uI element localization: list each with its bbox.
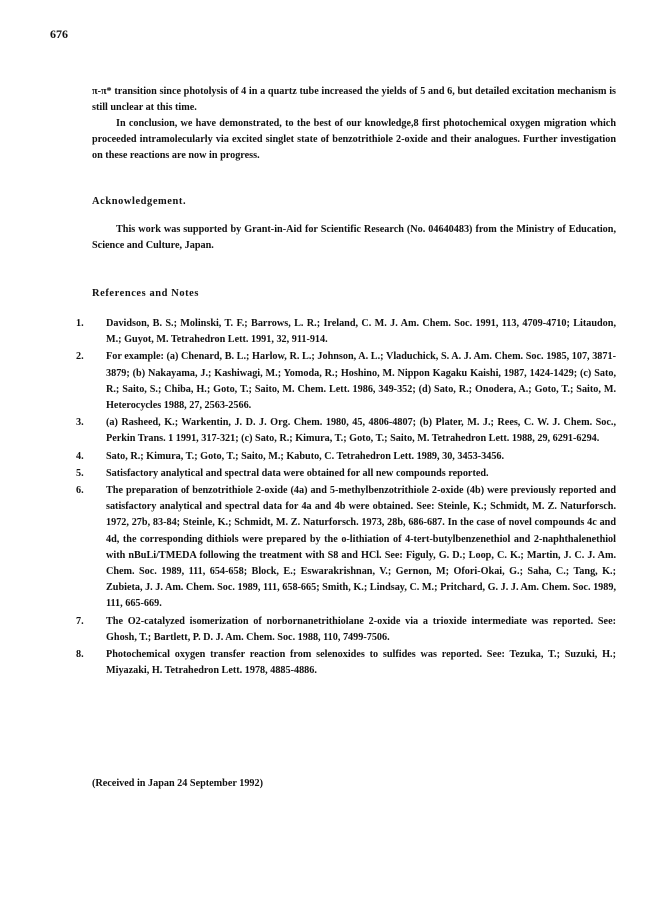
reference-number: 5. — [76, 467, 84, 479]
reference-text: Davidson, B. S.; Molinski, T. F.; Barrows, L. R.; Ireland, C. M. J. Am. Chem. Soc. 1991, 113, 4709-4710; Litaudon, M.; Guyot, M. Tetrahedron Lett. 1991, 32, 911-914. — [106, 318, 616, 346]
reference-text: Satisfactory analytical and spectral data were obtained for all new compounds reported. — [106, 467, 489, 479]
reference-number: 7. — [76, 615, 84, 627]
reference-number: 8. — [76, 649, 84, 661]
reference-number: 2. — [76, 351, 84, 363]
reference-item — [76, 647, 616, 679]
paragraph-continuation: π-π* transition since photolysis of 4 in a quartz tube increased the yields of 5 and 6, but detailed excitation mechanism is still unclear at this time. — [92, 86, 616, 113]
paragraph-conclusion: In conclusion, we have demonstrated, to the best of our knowledge,8 first photochemical oxygen migration which proceeded intramolecularly via excited singlet state of benzotrithiole 2-oxide and their analogues. Further investigation on these reactions are now in progress. — [92, 118, 616, 161]
reference-number: 4. — [76, 450, 84, 462]
body-text — [92, 84, 616, 164]
references-list — [76, 316, 616, 680]
reference-item — [76, 449, 616, 465]
reference-text: For example: (a) Chenard, B. L.; Harlow, R. L.; Johnson, A. L.; Vladuchick, S. A. J. Am. Chem. Soc. 1985, 107, 3871-3879; (b) Nakayama, J.; Kashiwagi, M.; Yomoda, R.; Hoshino, M. Nippon Kagaku Kaishi, 1987, 1424-1429; (c) Sato, R.; Saito, S.; Chiba, H.; Goto, T.; Saito, M. Chem. Lett. 1986, 349-352; (d) Sato, R.; Onodera, A.; Goto, T.; Saito, M. Heterocycles 1988, 27, 2563-2566. — [106, 351, 616, 412]
reference-number: 3. — [76, 417, 84, 429]
page-number: 676 — [50, 27, 68, 41]
reference-item — [76, 466, 616, 482]
received-date: (Received in Japan 24 September 1992) — [92, 778, 264, 789]
reference-text: (a) Rasheed, K.; Warkentin, J. D. J. Org. Chem. 1980, 45, 4806-4807; (b) Plater, M. J.; Rees, C. W. J. Chem. Soc., Perkin Trans. 1 1991, 317-321; (c) Sato, R.; Kimura, T.; Goto, T.; Saito, M. Tetrahedron Lett. 1988, 29, 6291-6294. — [106, 417, 616, 445]
references-heading: References and Notes — [92, 288, 200, 299]
reference-text: Photochemical oxygen transfer reaction from selenoxides to sulfides was reported. See: Tezuka, T.; Suzuki, H.; Miyazaki, H. Tetrahedron Lett. 1978, 4885-4886. — [106, 649, 616, 677]
acknowledgement-heading: Acknowledgement. — [92, 196, 187, 207]
reference-item — [76, 483, 616, 613]
reference-item — [76, 614, 616, 646]
reference-item — [76, 415, 616, 447]
reference-number: 6. — [76, 485, 84, 497]
reference-text: The O2-catalyzed isomerization of norbornanetrithiolane 2-oxide via a trioxide intermediate was reported. See: Ghosh, T.; Bartlett, P. D. J. Am. Chem. Soc. 1988, 110, 7499-7506. — [106, 615, 616, 643]
reference-text: The preparation of benzotrithiole 2-oxide (4a) and 5-methylbenzotrithiole 2-oxide (4b) were previously reported and satisfactory analytical and spectral data for 4a and 4b were obtained. See: Steinle, K.; Schmidt, M. Z. Naturforsch. 1972, 27b, 83-84; Steinle, K.; Schmidt, M. Z. Naturforsch. 1973, 28b, 686-687. In the case of novel compounds 4c and 4d, the corresponding dithiols were prepared by the o-lithiation of 4-tert-butylbenzenethiol and 2-naphthalenethiol with nBuLi/TMEDA following the treatment with S8 and HCl. See: Figuly, G. D.; Loop, C. K.; Martin, J. C. J. Am. Chem. Soc. 1989, 111, 654-658; Block, E.; Eswarakrishnan, V.; Gernon, M; Ofori-Okai, G.; Saha, C.; Tang, K.; Zubieta, J. J. Am. Chem. Soc. 1989, 111, 658-665; Smith, K.; Lindsay, C. M.; Pritchard, G. J. J. Am. Chem. Soc. 1989, 111, 665-669. — [106, 485, 616, 610]
reference-text: Sato, R.; Kimura, T.; Goto, T.; Saito, M.; Kabuto, C. Tetrahedron Lett. 1989, 30, 3453-3456. — [106, 450, 505, 462]
reference-item — [76, 316, 616, 348]
acknowledgement-text: This work was supported by Grant-in-Aid for Scientific Research (No. 04640483) from the Ministry of Education, Science and Culture, Japan. — [92, 224, 616, 252]
reference-item — [76, 349, 616, 414]
reference-number: 1. — [76, 318, 84, 329]
